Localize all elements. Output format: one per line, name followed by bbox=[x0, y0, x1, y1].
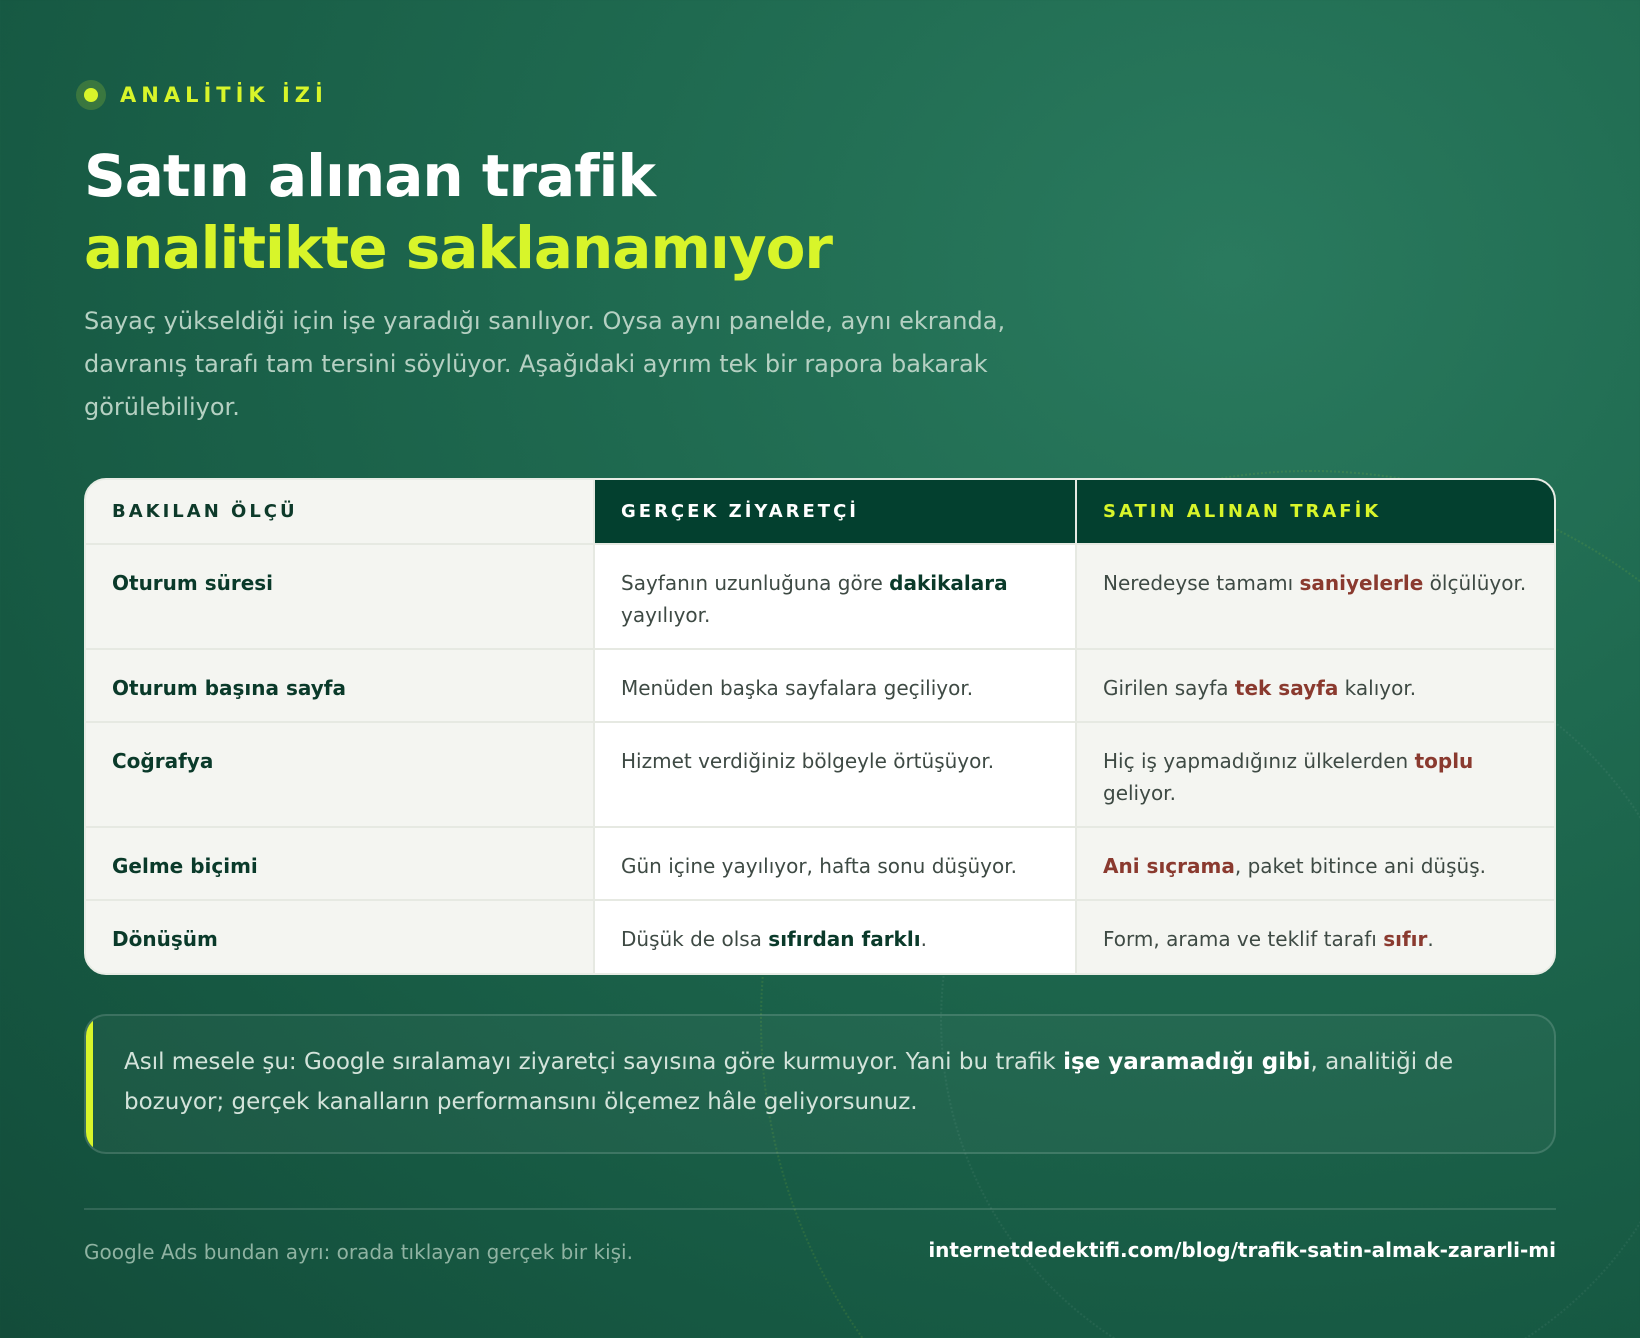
dot-icon bbox=[76, 80, 106, 110]
callout-emphasis: işe yaramadığı gibi bbox=[1063, 1049, 1311, 1075]
metric-cell: Oturum süresi bbox=[86, 544, 594, 649]
cell-text: . bbox=[920, 927, 927, 951]
cell-text: Sayfanın uzunluğuna göre bbox=[621, 571, 890, 595]
eyebrow-label: ANALİTİK İZİ bbox=[120, 83, 328, 107]
table-header-row bbox=[86, 480, 1556, 544]
cell-emphasis: tek sayfa bbox=[1234, 676, 1339, 700]
bought-cell bbox=[1076, 722, 1556, 827]
table-row bbox=[86, 649, 1556, 722]
cell-text: Menüden başka sayfalara geçiliyor. bbox=[621, 676, 974, 700]
cell-emphasis: Ani sıçrama bbox=[1103, 854, 1235, 878]
real-cell bbox=[594, 544, 1076, 649]
cell-text: kalıyor. bbox=[1338, 676, 1417, 700]
cell-emphasis: saniyelerle bbox=[1299, 571, 1424, 595]
real-cell bbox=[594, 649, 1076, 722]
table-row bbox=[86, 544, 1556, 649]
bought-cell bbox=[1076, 827, 1556, 900]
metric-cell: Dönüşüm bbox=[86, 900, 594, 973]
real-cell bbox=[594, 900, 1076, 973]
header-real-visitor: GERÇEK ZİYARETÇİ bbox=[594, 480, 1076, 544]
cell-text: ölçülüyor. bbox=[1423, 571, 1527, 595]
lede-paragraph: Sayaç yükseldiği için işe yaradığı sanılıyor. Oysa aynı panelde, aynı ekranda, davranış tarafı tam tersini söylüyor. Aşağıdaki ayrım tek bir rapora bakarak görülebiliyor. bbox=[84, 307, 1006, 421]
cell-emphasis: dakikalara bbox=[889, 571, 1008, 595]
real-cell bbox=[594, 722, 1076, 827]
cell-text: Düşük de olsa bbox=[621, 927, 769, 951]
callout-box bbox=[84, 1014, 1556, 1154]
header-bought-traffic: SATIN ALINAN TRAFİK bbox=[1076, 480, 1556, 544]
cell-text: , paket bitince ani düşüş. bbox=[1234, 854, 1486, 878]
callout-text bbox=[124, 1042, 1514, 1122]
bought-cell bbox=[1076, 544, 1556, 649]
real-cell bbox=[594, 827, 1076, 900]
cell-text: geliyor. bbox=[1103, 781, 1176, 805]
footer-note: Google Ads bundan ayrı: orada tıklayan gerçek bir kişi. bbox=[84, 1240, 633, 1264]
bought-cell bbox=[1076, 649, 1556, 722]
cell-text: Form, arama ve teklif tarafı bbox=[1103, 927, 1384, 951]
table-row bbox=[86, 827, 1556, 900]
page-title bbox=[84, 140, 832, 284]
metric-cell: Gelme biçimi bbox=[86, 827, 594, 900]
cell-emphasis: sıfırdan farklı bbox=[768, 927, 921, 951]
eyebrow bbox=[76, 80, 328, 110]
cell-text: Hiç iş yapmadığınız ülkelerden bbox=[1103, 749, 1415, 773]
metric-cell: Oturum başına sayfa bbox=[86, 649, 594, 722]
cell-text: . bbox=[1427, 927, 1434, 951]
callout-text-post: , analitiği de bozuyor; gerçek kanalların performansını ölçemez hâle geliyorsunuz. bbox=[124, 1049, 1454, 1115]
cell-emphasis: toplu bbox=[1414, 749, 1474, 773]
cell-text: Gün içine yayılıyor, hafta sonu düşüyor. bbox=[621, 854, 1017, 878]
title-line-2: analitikte saklanamıyor bbox=[84, 214, 833, 282]
cell-text: Hizmet verdiğiniz bölgeyle örtüşüyor. bbox=[621, 749, 995, 773]
cell-text: Girilen sayfa bbox=[1103, 676, 1235, 700]
title-line-1: Satın alınan trafik bbox=[84, 142, 655, 210]
callout-text-pre: Asıl mesele şu: Google sıralamayı ziyaretçi sayısına göre kurmuyor. Yani bu trafik bbox=[124, 1049, 1064, 1075]
metric-cell: Coğrafya bbox=[86, 722, 594, 827]
comparison-table bbox=[84, 478, 1556, 975]
callout-accent-bar bbox=[86, 1016, 93, 1152]
header-metric: BAKILAN ÖLÇÜ bbox=[86, 480, 594, 544]
table-row bbox=[86, 900, 1556, 973]
table-row bbox=[86, 722, 1556, 827]
footer-url-link[interactable]: internetdedektifi.com/blog/trafik-satin-almak-zararli-mi bbox=[928, 1238, 1556, 1262]
cell-text: Neredeyse tamamı bbox=[1103, 571, 1300, 595]
cell-emphasis: sıfır bbox=[1383, 927, 1428, 951]
cell-text: yayılıyor. bbox=[621, 603, 711, 627]
bought-cell bbox=[1076, 900, 1556, 973]
footer-divider bbox=[84, 1208, 1556, 1210]
